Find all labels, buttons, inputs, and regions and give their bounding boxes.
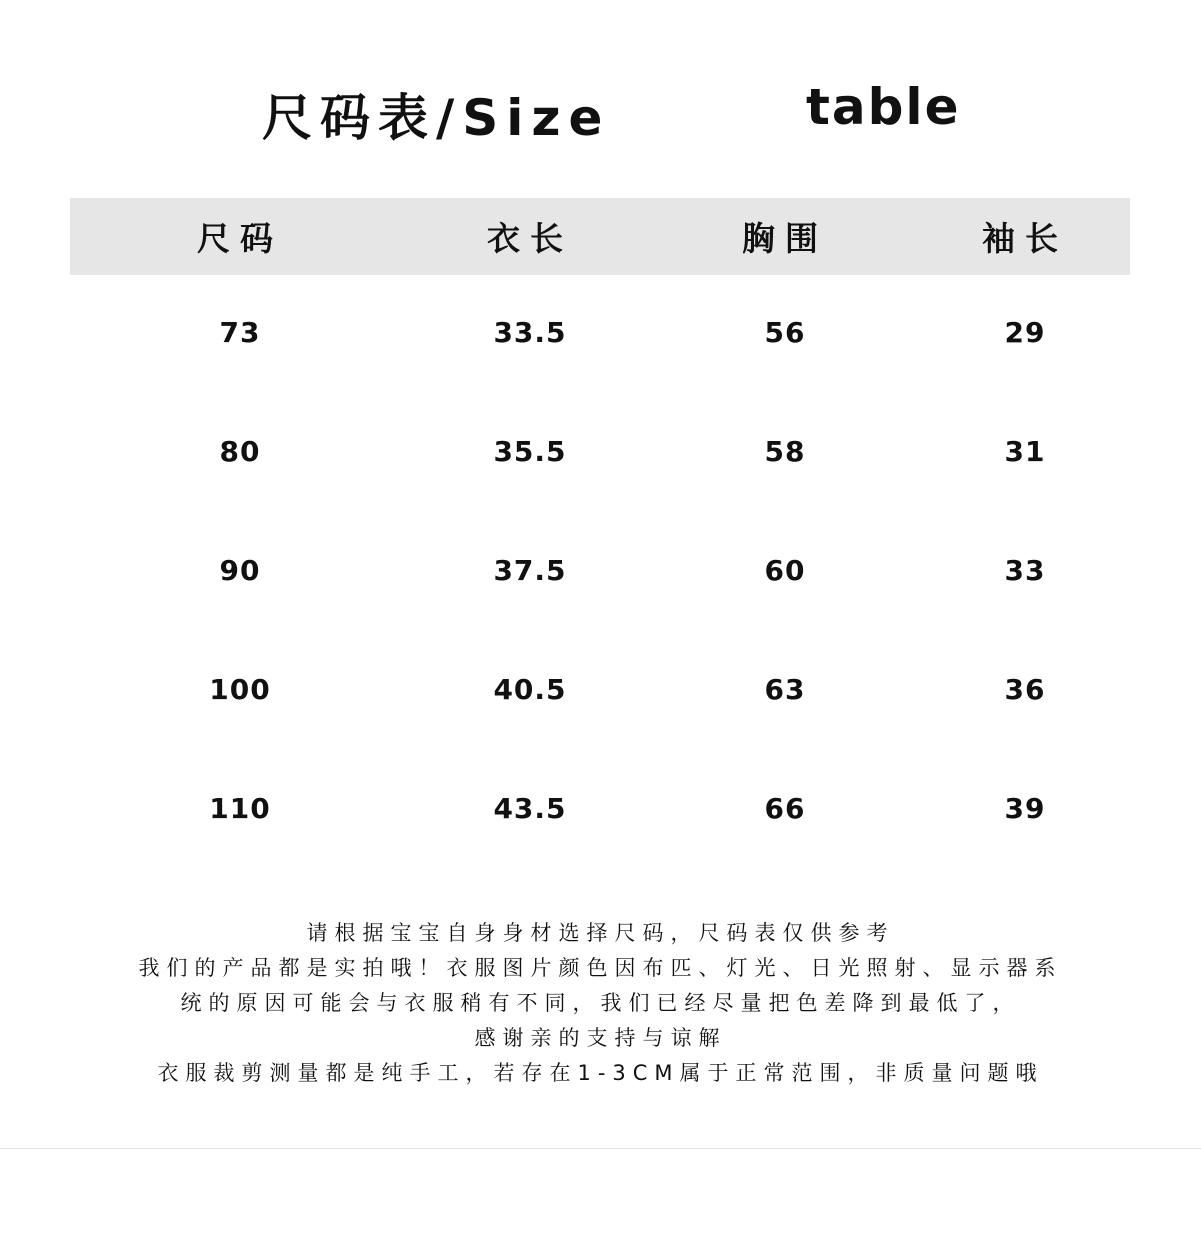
cell-sleeve: 39 [1004,792,1046,825]
cell-size: 110 [209,792,271,825]
note-line: 统的原因可能会与衣服稍有不同，我们已经尽量把色差降到最低了， [180,991,1021,1015]
table-row [70,554,1130,673]
title-text-left: 尺码表/Size [262,89,611,147]
note-line: 请根据宝宝自身身材选择尺码，尺码表仅供参考 [306,921,895,945]
cell-chest: 66 [764,792,806,825]
table-row [70,435,1130,554]
header-chest: 胸围 [742,219,828,258]
cell-sleeve: 33 [1004,554,1046,587]
table-row [70,792,1130,911]
header-length: 衣长 [487,219,573,258]
cell-chest: 58 [764,435,806,468]
cell-chest: 60 [764,554,806,587]
cell-length: 35.5 [493,435,567,468]
size-table-title [0,78,1201,158]
table-header-row [70,198,1130,275]
table-row [70,316,1130,435]
cell-size: 80 [219,435,261,468]
cell-length: 33.5 [493,316,567,349]
cell-chest: 56 [764,316,806,349]
bottom-divider [0,1148,1201,1149]
size-notes [60,916,1141,1091]
note-line: 感谢亲的支持与谅解 [474,1026,727,1050]
cell-size: 73 [219,316,261,349]
note-line: 衣服裁剪测量都是纯手工，若存在1-3CM属于正常范围，非质量问题哦 [157,1061,1044,1085]
title-text-right: table [806,78,961,136]
cell-sleeve: 29 [1004,316,1046,349]
cell-size: 90 [219,554,261,587]
cell-length: 37.5 [493,554,567,587]
table-body [70,275,1130,911]
cell-sleeve: 31 [1004,435,1046,468]
size-table [70,198,1130,911]
header-sleeve: 袖长 [982,219,1068,258]
header-size: 尺码 [197,219,283,258]
cell-sleeve: 36 [1004,673,1046,706]
cell-chest: 63 [764,673,806,706]
cell-size: 100 [209,673,271,706]
table-row [70,673,1130,792]
note-line: 我们的产品都是实拍哦！衣服图片颜色因布匹、灯光、日光照射、显示器系 [138,956,1063,980]
cell-length: 43.5 [493,792,567,825]
cell-length: 40.5 [493,673,567,706]
